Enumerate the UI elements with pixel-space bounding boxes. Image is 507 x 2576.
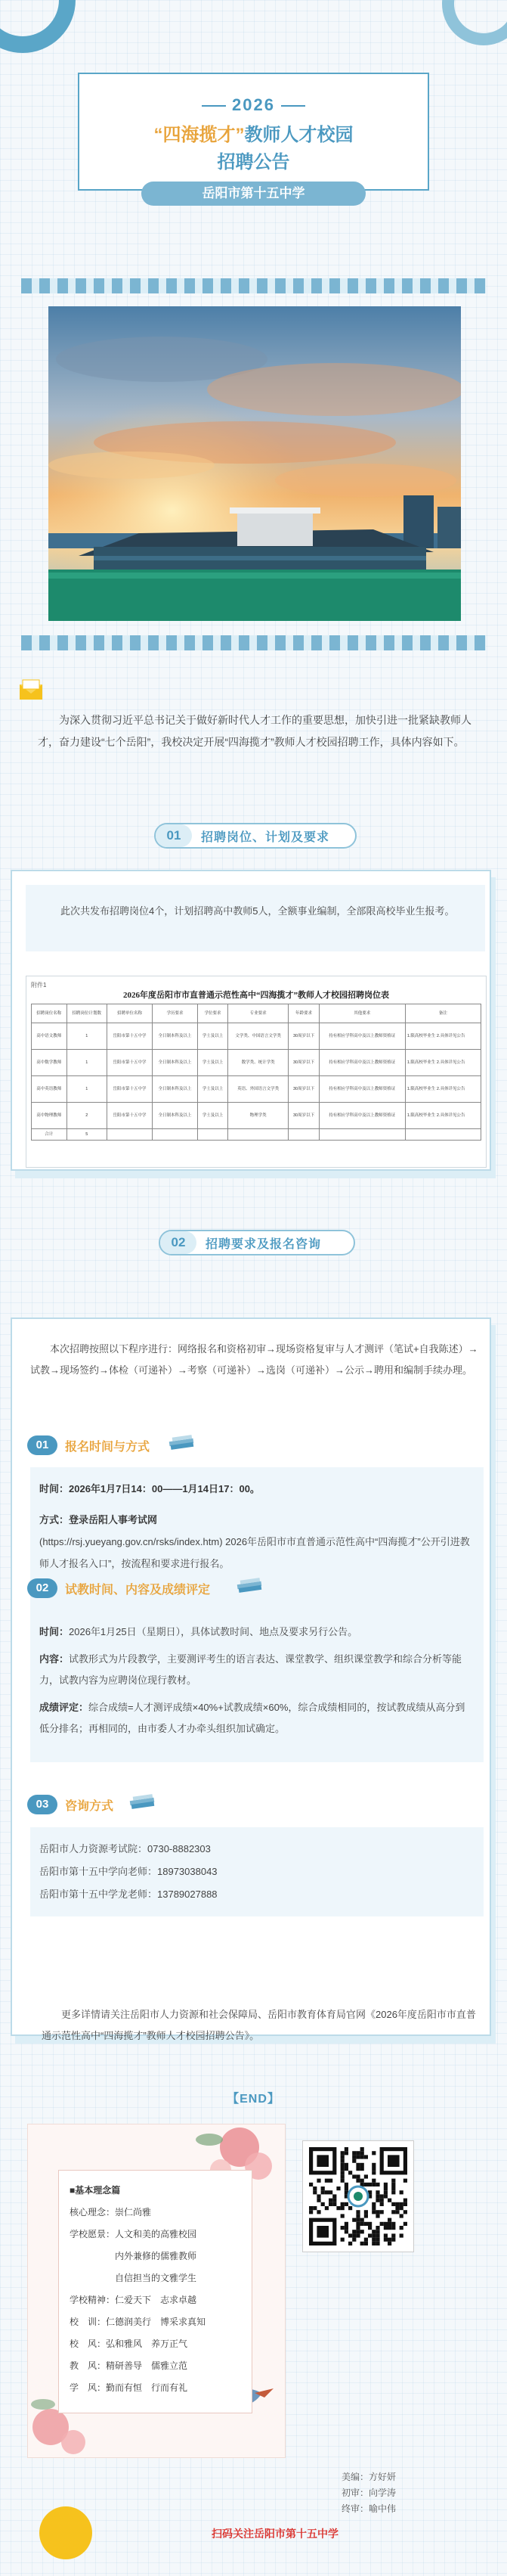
poster-row [70, 2355, 206, 2377]
sub-01-card [30, 1467, 484, 1623]
table-cell: 2 [66, 1103, 107, 1129]
poster-value: 内外兼修的儒雅教师 [115, 2251, 197, 2261]
poster-value: 自信担当的文雅学生 [115, 2273, 197, 2283]
table-header: 年龄要求 [289, 1004, 320, 1023]
poster-value: 崇仁尚雅 [115, 2207, 152, 2218]
book-icon [128, 1793, 156, 1810]
intro-paragraph: 为深入贯彻习近平总书记关于做好新时代人才工作的重要思想，加快引进一批紧缺教师人才，奋力建设“七个岳阳”，我校决定开展“四海揽才”教师人才校园招聘工作，具体内容如下。 [38, 714, 471, 748]
table-cell: 1.限高校毕业生 2.具体详见公告 [405, 1050, 481, 1076]
sub-03-title: 咨询方式 [65, 1800, 114, 1813]
poster-panel [58, 2170, 252, 2413]
table-cell: 英语、外国语言文学类 [227, 1076, 288, 1103]
poster-value: 勤而有恒 行而有礼 [106, 2382, 188, 2393]
table-header: 招聘岗位计划数 [66, 1004, 107, 1023]
stadium-photo [48, 306, 461, 621]
section-01-title: 招聘岗位、计划及要求 [201, 830, 330, 844]
table-cell: 岳阳市第十五中学 [107, 1050, 152, 1076]
table-cell: 30周岁以下 [289, 1103, 320, 1129]
header-title-highlight: “四海揽才” [153, 125, 245, 145]
header-year: 2026 [79, 95, 428, 115]
table-row [32, 1076, 481, 1103]
poster-row [70, 2311, 206, 2333]
sub-01-method-label: 方式： [39, 1514, 70, 1525]
job-table [31, 1004, 481, 1141]
table-row [32, 1103, 481, 1129]
contact-line: 岳阳市人力资源考试院：0730-8882303 [39, 1843, 211, 1854]
table-cell: 1 [66, 1023, 107, 1050]
poster-key: 教 风： [70, 2360, 107, 2371]
film-strip-bottom [21, 635, 486, 650]
table-cell: 1.限高校毕业生 2.具体详见公告 [405, 1076, 481, 1103]
table-header: 专业要求 [227, 1004, 288, 1023]
poster-row [70, 2289, 206, 2311]
sub-01-method-line [39, 1509, 475, 1531]
table-cell: 数学类、统计学类 [227, 1050, 288, 1076]
poster-key: 学校精神： [70, 2295, 116, 2305]
section-01-badge [154, 823, 357, 849]
contact-line: 岳阳市第十五中学龙老师：13789027888 [39, 1889, 218, 1900]
job-table-image [26, 976, 487, 1168]
poster-row [70, 2267, 206, 2289]
header-title [79, 119, 428, 146]
sub-02-content-label: 内容： [39, 1653, 70, 1665]
section-02-title: 招聘要求及报名咨询 [206, 1237, 322, 1251]
sub-02-score-line [39, 1697, 475, 1740]
sub-01-number: 01 [27, 1435, 57, 1455]
table-cell: 1 [66, 1076, 107, 1103]
school-name-pill: 岳阳市第十五中学 [141, 182, 366, 206]
poster-value: 仁德润美行 博采求真知 [106, 2317, 206, 2327]
end-label: 【END】 [227, 2093, 280, 2106]
plan-text: 此次共发布招聘岗位4个，计划招聘高中教师5人，全额事业编制，全部限高校毕业生报考。 [26, 885, 485, 951]
book-icon [168, 1434, 195, 1451]
sub-02-title: 试教时间、内容及成绩评定 [65, 1584, 211, 1597]
table-cell: 1.限高校毕业生 2.具体详见公告 [405, 1023, 481, 1050]
table-cell: 高中语文教师 [32, 1023, 67, 1050]
process-paragraph: 本次招聘按照以下程序进行：网络报名和资格初审→现场资格复审与人才测评（笔试+自我陈述）→试教→现场签约→体检（可递补）→考察（可递补）→选岗（可递补）→公示→聘用和编制手续办理。 [30, 1343, 478, 1376]
table-cell: 30周岁以下 [289, 1023, 320, 1050]
poster-row [70, 2333, 206, 2355]
table-cell: 学士及以上 [198, 1023, 228, 1050]
table-cell: 30周岁以下 [289, 1076, 320, 1103]
table-cell: 学士及以上 [198, 1076, 228, 1103]
table-cell: 30周岁以下 [289, 1050, 320, 1076]
table-cell: 学士及以上 [198, 1103, 228, 1129]
sub-02-card [30, 1611, 484, 1762]
sub-02-content-line [39, 1649, 475, 1691]
table-cell: 持有相应学科高中及以上教师资格证 [319, 1050, 405, 1076]
credit-line: 美编：方好妍 [342, 2472, 397, 2482]
decor-circle-yellow [39, 2506, 92, 2559]
footer-follow-text: 扫码关注岳阳市第十五中学 [212, 2529, 339, 2540]
table-header: 备注 [405, 1004, 481, 1023]
poster-key: 学校愿景： [70, 2229, 116, 2239]
table-row [32, 1050, 481, 1076]
poster-heading: ■基本理念篇 [70, 2185, 121, 2196]
book-icon [236, 1577, 263, 1594]
poster-row [70, 2224, 206, 2245]
table-cell: 文学类、中国语言文学类 [227, 1023, 288, 1050]
poster-value: 精研善导 儒雅立范 [106, 2360, 188, 2371]
table-cell: 持有相应学科高中及以上教师资格证 [319, 1023, 405, 1050]
table-cell: 持有相应学科高中及以上教师资格证 [319, 1103, 405, 1129]
sub-02-score-label: 成绩评定： [39, 1702, 89, 1713]
table-row [32, 1023, 481, 1050]
sub-02-number: 02 [27, 1578, 57, 1598]
table-total-row [32, 1129, 481, 1141]
table-note: 附件1 [31, 982, 47, 989]
table-cell: 全日制本科及以上 [153, 1076, 198, 1103]
table-cell: 1 [66, 1050, 107, 1076]
table-header-row [32, 1004, 481, 1023]
poster-value: 人文和美的高雅校园 [115, 2229, 197, 2239]
table-total-label: 合计 [32, 1129, 67, 1141]
poster-key: 校 风： [70, 2339, 107, 2349]
sub-02-time-value: 2026年1月25日（星期日），具体试教时间、地点及要求另行公告。 [69, 1626, 358, 1637]
poster-key: 核心理念： [70, 2207, 116, 2218]
poster-row [70, 2377, 206, 2399]
table-header: 学历要求 [153, 1004, 198, 1023]
contact-line: 岳阳市第十五中学向老师：18973038043 [39, 1866, 218, 1877]
credit-line: 终审：喻中伟 [342, 2503, 397, 2514]
table-header: 招聘岗位名称 [32, 1004, 67, 1023]
sub-01-time-value: 2026年1月7日14：00——1月14日17：00。 [69, 1483, 260, 1494]
poster-row [70, 2202, 206, 2224]
section-01-number: 01 [156, 824, 192, 847]
table-header: 学位要求 [198, 1004, 228, 1023]
table-cell: 高中物理教师 [32, 1103, 67, 1129]
credit-line: 初审：向学涛 [342, 2488, 397, 2498]
sub-03-card [30, 1827, 484, 1916]
section-02-badge [159, 1230, 355, 1255]
table-cell: 1.限高校毕业生 2.具体详见公告 [405, 1103, 481, 1129]
sub-02-score-value: 综合成绩=人才测评成绩×40%+试教成绩×60%，综合成绩相同的，按试教成绩从高分到低分排名；再相同的，由市委人才办牵头组织加试确定。 [39, 1702, 465, 1734]
table-cell: 全日制本科及以上 [153, 1023, 198, 1050]
closing-paragraph: 更多详情请关注岳阳市人力资源和社会保障局、岳阳市教育体育局官网《2026年度岳阳市市直普通示范性高中“四海揽才”教师人才校园招聘公告》。 [42, 2009, 476, 2041]
film-strip-top [21, 278, 486, 293]
qr-pattern [303, 2141, 413, 2252]
header-title-rest: 教师人才校园 [244, 125, 354, 145]
envelope-icon [18, 677, 44, 703]
sub-01-time-label: 时间： [39, 1483, 70, 1494]
sub-03-number: 03 [27, 1795, 57, 1814]
table-cell: 岳阳市第十五中学 [107, 1023, 152, 1050]
poster-value: 弘和雅风 养万正气 [106, 2339, 188, 2349]
table-cell: 高中英语教师 [32, 1076, 67, 1103]
table-cell: 全日制本科及以上 [153, 1050, 198, 1076]
table-header: 招聘单位名称 [107, 1004, 152, 1023]
sub-01-method-value: 登录岳阳人事考试网 [69, 1514, 158, 1525]
sub-01-time-line [39, 1478, 475, 1500]
table-cell: 岳阳市第十五中学 [107, 1103, 152, 1129]
sub-02-time-line [39, 1622, 475, 1643]
table-cell: 学士及以上 [198, 1050, 228, 1076]
decor-ring-left [0, 0, 76, 53]
sub-02-time-label: 时间： [39, 1626, 70, 1637]
credits [342, 2469, 396, 2517]
sub-02-content-value: 试教形式为片段教学，主要测评考生的语言表达、课堂教学、组织课堂教学和综合分析等能力，试教内容为应聘岗位现行教材。 [39, 1653, 462, 1686]
poster-key: 学 风： [70, 2382, 107, 2393]
section-02-number: 02 [160, 1231, 196, 1254]
table-total-value: 5 [66, 1129, 107, 1141]
table-cell: 全日制本科及以上 [153, 1103, 198, 1129]
header-box [78, 73, 429, 191]
sub-01-method-detail: (https://rsj.yueyang.gov.cn/rsks/index.htm) 2026年岳阳市市直普通示范性高中“四海揽才”公开引进教师人才报名入口”，按流程和要求进行报名。 [39, 1536, 470, 1569]
table-cell: 岳阳市第十五中学 [107, 1076, 152, 1103]
table-cell: 高中数学教师 [32, 1050, 67, 1076]
poster-row [70, 2245, 206, 2267]
poster-value: 仁爱天下 志求卓越 [115, 2295, 197, 2305]
wechat-qr-code[interactable] [302, 2140, 414, 2252]
sub-01-title: 报名时间与方式 [65, 1441, 150, 1454]
school-philosophy-poster [27, 2124, 286, 2458]
table-cell: 物理学类 [227, 1103, 288, 1129]
table-title: 2026年度岳阳市市直普通示范性高中“四海揽才”教师人才校园招聘岗位表 [123, 991, 389, 1000]
table-header: 其他要求 [319, 1004, 405, 1023]
header-subtitle: 招聘公告 [217, 152, 290, 172]
poster-key: 校 训： [70, 2317, 107, 2327]
decor-ring-right [442, 0, 507, 45]
poster-list [70, 2180, 206, 2399]
table-cell: 持有相应学科高中及以上教师资格证 [319, 1076, 405, 1103]
